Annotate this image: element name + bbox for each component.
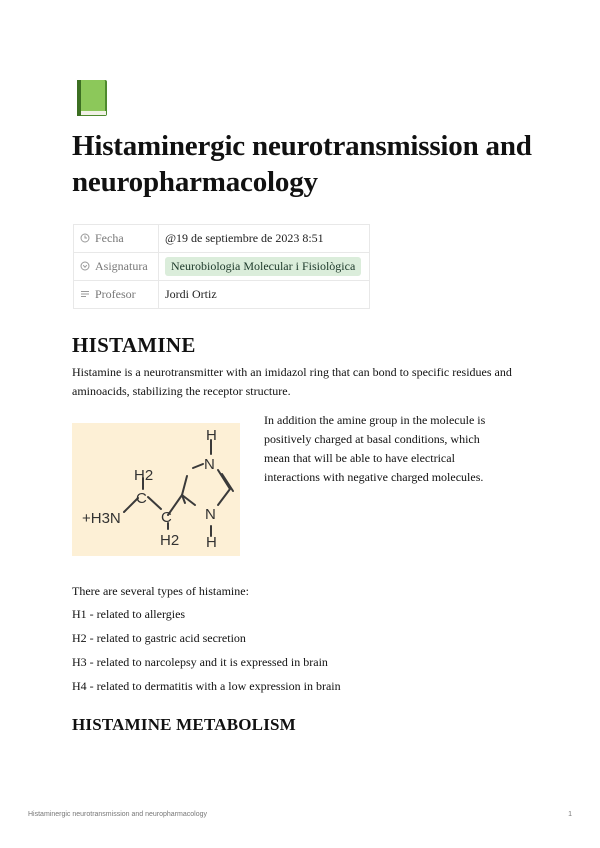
list-item: H3 - related to narcolepsy and it is expressed in brain — [72, 655, 328, 669]
property-row-asignatura[interactable] — [74, 253, 370, 281]
property-row-fecha[interactable] — [74, 225, 370, 253]
types-intro: There are several types of histamine: — [72, 584, 249, 598]
text-lines-icon — [80, 289, 90, 299]
section-heading-histamine: HISTAMINE — [72, 333, 196, 357]
atom-h-bottom: H — [206, 534, 217, 551]
histamine-molecule-image — [72, 423, 240, 556]
section-heading-metabolism: HISTAMINE METABOLISM — [72, 715, 296, 734]
atom-c1: C — [136, 490, 147, 507]
property-key: Fecha — [95, 231, 124, 245]
page-title: Histaminergic neurotransmission and neuropharmacology — [72, 130, 532, 198]
atom-h2-top: H2 — [134, 467, 154, 484]
list-item: H2 - related to gastric acid secretion — [72, 631, 246, 645]
property-value-professor: Jordi Ortiz — [159, 281, 370, 309]
select-icon — [80, 261, 90, 271]
atom-n-top: N — [204, 456, 215, 473]
clock-icon — [80, 233, 90, 243]
property-value-date: @19 de septiembre de 2023 8:51 — [159, 225, 370, 253]
atom-h-top: H — [206, 427, 217, 444]
footer-page-number: 1 — [568, 811, 572, 818]
property-row-profesor[interactable] — [74, 281, 370, 309]
atom-n-bottom: N — [205, 506, 216, 523]
amine-group: +H3N — [82, 510, 121, 527]
subject-tag[interactable]: Neurobiologia Molecular i Fisiològica — [165, 257, 361, 276]
properties-table — [73, 224, 370, 309]
histamine-types-list — [72, 605, 341, 701]
property-key: Profesor — [95, 287, 136, 301]
atom-c2: C — [161, 509, 172, 526]
property-key: Asignatura — [95, 259, 148, 273]
footer-title: Histaminergic neurotransmission and neuropharmacology — [28, 811, 207, 818]
green-book-icon — [74, 78, 112, 118]
list-item: H1 - related to allergies — [72, 607, 186, 621]
histamine-intro: Histamine is a neurotransmitter with an imidazol ring that can bond to specific residues and aminoacids, stabilizing the receptor structure. — [72, 365, 512, 398]
list-item: H4 - related to dermatitis with a low expression in brain — [72, 679, 341, 693]
amine-note: In addition the amine group in the molecule is positively charged at basal conditions, which mean that will be able to have electrical interactions with negative charged molecules. — [264, 413, 486, 484]
atom-h2-bottom: H2 — [160, 532, 180, 549]
